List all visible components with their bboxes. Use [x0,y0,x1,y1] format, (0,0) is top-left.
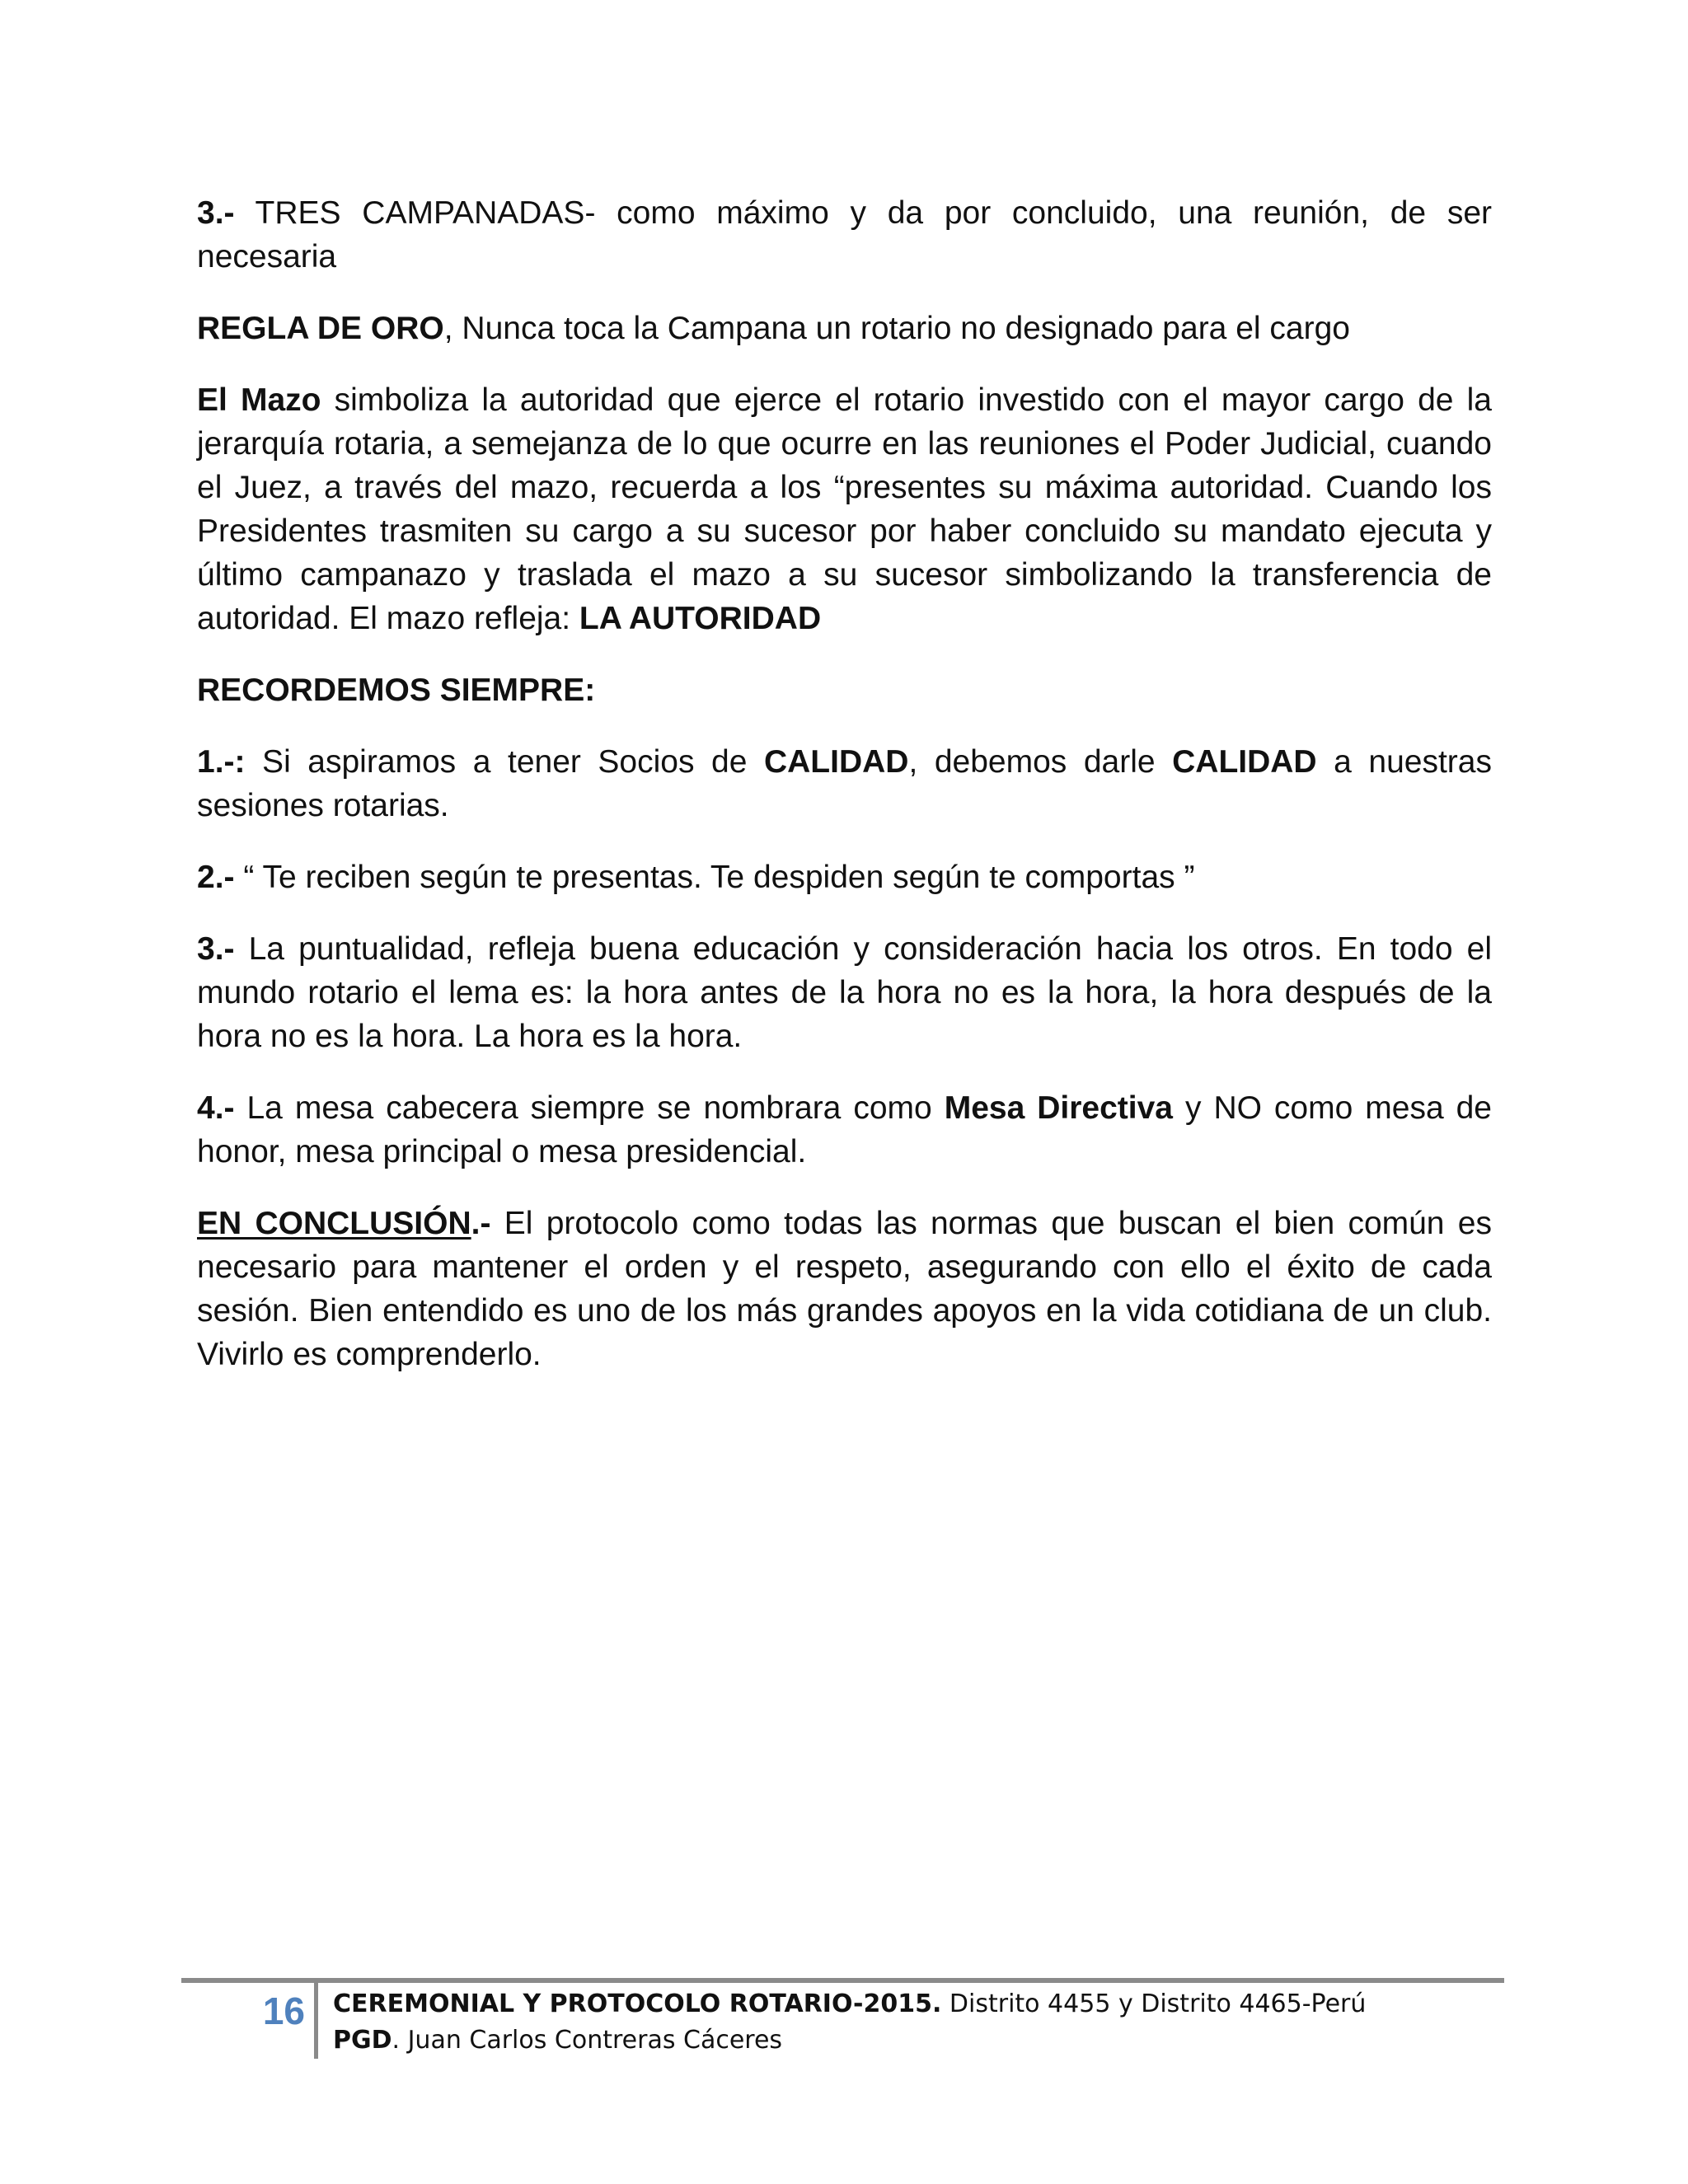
footer-rule [181,1978,1504,1983]
paragraph-text: Si aspiramos a tener Socios de [245,744,764,780]
paragraph-text: , Nunca toca la Campana un rotario no designado para el cargo [443,311,1350,346]
paragraph-text: El protocolo como todas las normas que buscan el bien común es necesario para mantener el orden y el respeto, asegurando con ello el éxito de cada sesión. Bien entendido es uno de los más grandes apoyos en la vida cotidiana de un club. Vivirlo es comprenderlo. [197,1206,1492,1372]
footer-text [333,1986,1366,2059]
paragraph-bold: CALIDAD [763,744,909,780]
paragraph-text: La puntualidad, refleja buena educación y consideración hacia los otros. En todo el mundo rotario el lema es: la hora antes de la hora no es la hora, la hora después de la hora no es la hora. La hora es la hora. [197,931,1492,1054]
paragraph-recordemos-1 [197,740,1492,827]
paragraph-recordemos-4 [197,1086,1492,1174]
paragraph-regla-de-oro [197,307,1492,350]
paragraph-bold: CALIDAD [1172,744,1317,780]
paragraph-lead: 2.- [197,860,235,895]
paragraph-text: “ Te reciben según te presentas. Te despiden según te comportas ” [234,860,1195,895]
paragraph-text: y NO como mesa de honor, mesa principal o mesa presidencial. [197,1090,1493,1169]
footer-role: PGD [333,2026,392,2055]
document-body [197,191,1492,1404]
paragraph-conclusion [197,1202,1492,1376]
paragraph-tres-campanadas [197,191,1492,279]
paragraph-lead: El Mazo [197,382,321,418]
paragraph-el-mazo [197,378,1492,640]
footer-author: . Juan Carlos Contreras Cáceres [392,2026,783,2055]
footer-divider [314,1983,318,2059]
paragraph-text: TRES CAMPANADAS- como máximo y da por concluido, una reunión, de ser necesaria [197,195,1492,274]
page-number: 16 [262,1990,305,2032]
paragraph-text: a nuestras sesiones rotarias. [197,744,1492,823]
footer-title: CEREMONIAL Y PROTOCOLO ROTARIO-2015. [333,1990,942,2018]
paragraph-punct: .- [471,1206,491,1241]
paragraph-lead: REGLA DE ORO [197,311,444,346]
paragraph-text: , debemos darle [908,744,1173,780]
paragraph-text: La mesa cabecera siempre se nombrara como [234,1090,945,1126]
paragraph-lead: 3.- [197,931,235,967]
paragraph-recordemos-3 [197,927,1492,1058]
footer-line-2 [333,2022,1366,2059]
footer-line-1 [333,1986,1366,2022]
paragraph-lead: 4.- [197,1090,235,1126]
paragraph-lead: 3.- [197,195,235,231]
paragraph-text: simboliza la autoridad que ejerce el rotario investido con el mayor cargo de la jerarquía rotaria, a semejanza de lo que ocurre en las reuniones el Poder Judicial, cuando el Juez, a través del mazo, recuerda a los “presentes su máxima autoridad. Cuando los Presidentes trasmiten su cargo a su sucesor por haber concluido su mandato ejecuta y último campanazo y traslada el mazo a su sucesor simbolizando la transferencia de autoridad. El mazo refleja: [197,382,1492,636]
paragraph-lead: EN CONCLUSIÓN [197,1206,471,1241]
footer-district: Distrito 4455 y Distrito 4465-Perú [941,1990,1367,2018]
section-heading: RECORDEMOS SIEMPRE: [197,673,596,708]
paragraph-tail: LA AUTORIDAD [579,601,822,636]
paragraph-recordemos-2 [197,855,1492,899]
paragraph-lead: 1.-: [197,744,246,780]
paragraph-bold: Mesa Directiva [944,1090,1173,1126]
